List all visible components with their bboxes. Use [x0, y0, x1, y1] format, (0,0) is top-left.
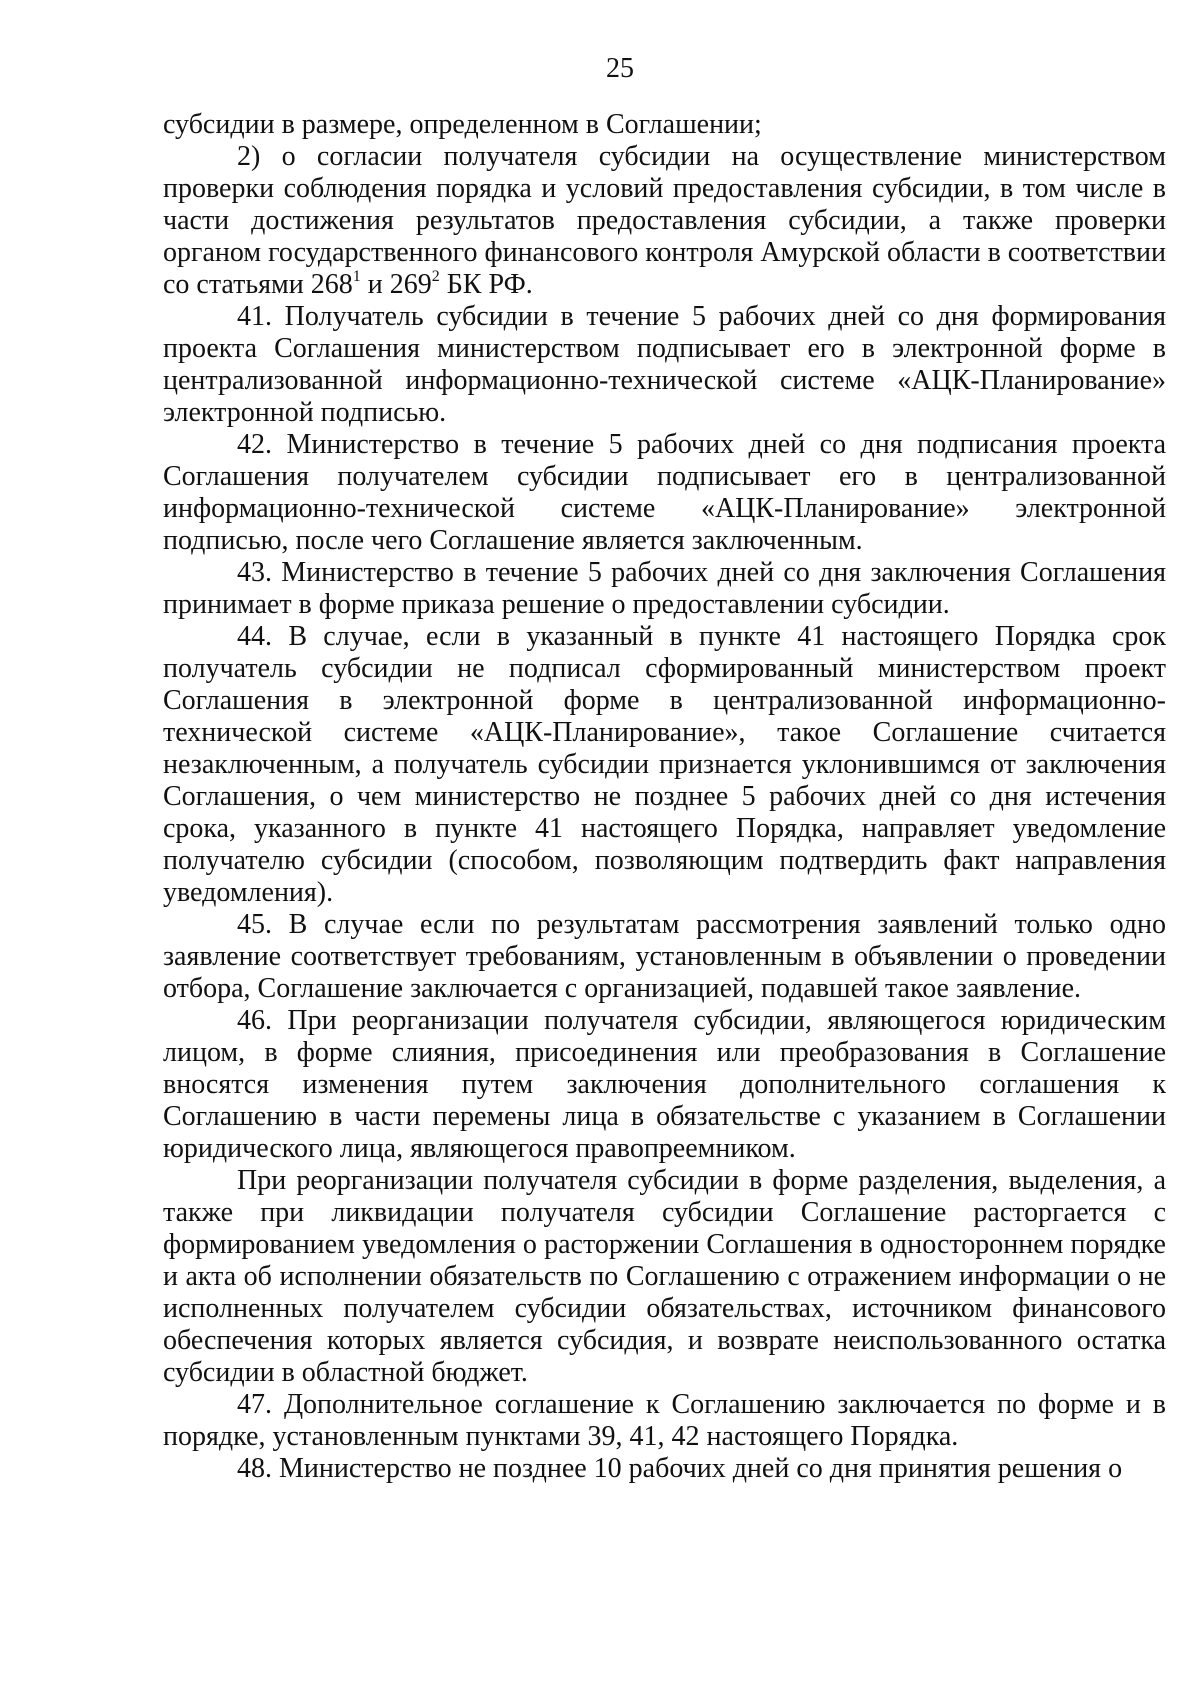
- paragraph-42: 42. Министерство в течение 5 рабочих дней со дня подписания проекта Соглашения получателем субсидии подписывает его в централизованной информационно-технической системе «АЦК-Планирование» электронной подписью, после чего Соглашение является заключенным.: [163, 429, 1166, 556]
- paragraph-46: 46. При реорганизации получателя субсидии, являющегося юридическим лицом, в форме слияния, присоединения или преобразования в Соглашение вносятся изменения путем заключения дополнительного соглашения к Соглашению в части перемены лица в обязательстве с указанием в Соглашении юридического лица, являющегося правопреемником.: [163, 1005, 1166, 1164]
- paragraph-43: 43. Министерство в течение 5 рабочих дней со дня заключения Соглашения принимает в форме приказа решение о предоставлении субсидии.: [163, 557, 1166, 620]
- paragraph-text: БК РФ.: [439, 269, 533, 300]
- paragraph-text: 2) о согласии получателя субсидии на осуществление министерством проверки соблюдения порядка и условий предоставления субсидии, в том числе в части достижения результатов предоставления субсидии, а также проверки органом государственного финансового контроля Амурской области в соответствии со статьями 268: [163, 141, 1166, 300]
- paragraph-48: 48. Министерство не позднее 10 рабочих дней со дня принятия решения о: [237, 1453, 1123, 1484]
- page-number: 25: [606, 53, 634, 84]
- paragraph-41: 41. Получатель субсидии в течение 5 рабочих дней со дня формирования проекта Соглашения министерством подписывает его в электронной форме в централизованной информационно-технической системе «АЦК-Планирование» электронной подписью.: [163, 301, 1166, 428]
- document-body: [163, 109, 1166, 1485]
- superscript: 1: [352, 268, 361, 285]
- paragraph-45: 45. В случае если по результатам рассмотрения заявлений только одно заявление соответствует требованиям, установленным в объявлении о проведении отбора, Соглашение заключается с организацией, подавшей такое заявление.: [163, 909, 1166, 1004]
- paragraph-46-continued: При реорганизации получателя субсидии в форме разделения, выделения, а также при ликвидации получателя субсидии Соглашение расторгается с формированием уведомления о расторжении Соглашения в одностороннем порядке и акта об исполнении обязательств по Соглашению с отражением информации о не исполненных получателем субсидии обязательствах, источником финансового обеспечения которых является субсидия, и возврате неиспользованного остатка субсидии в областной бюджет.: [163, 1165, 1166, 1388]
- paragraph-text: и 269: [360, 269, 432, 300]
- paragraph-47: 47. Дополнительное соглашение к Соглашению заключается по форме и в порядке, установленным пунктами 39, 41, 42 настоящего Порядка.: [163, 1389, 1166, 1452]
- paragraph-44: 44. В случае, если в указанный в пункте 41 настоящего Порядка срок получатель субсидии не подписал сформированный министерством проект Соглашения в электронной форме в централизованной информационно-технической системе «АЦК-Планирование», такое Соглашение считается незаключенным, а получатель субсидии признается уклонившимся от заключения Соглашения, о чем министерство не позднее 5 рабочих дней со дня истечения срока, указанного в пункте 41 настоящего Порядка, направляет уведомление получателю субсидии (способом, позволяющим подтвердить факт направления уведомления).: [163, 621, 1166, 908]
- paragraph-item-2: [163, 141, 1166, 301]
- superscript: 2: [431, 268, 440, 285]
- paragraph-continuation: субсидии в размере, определенном в Соглашении;: [163, 109, 762, 140]
